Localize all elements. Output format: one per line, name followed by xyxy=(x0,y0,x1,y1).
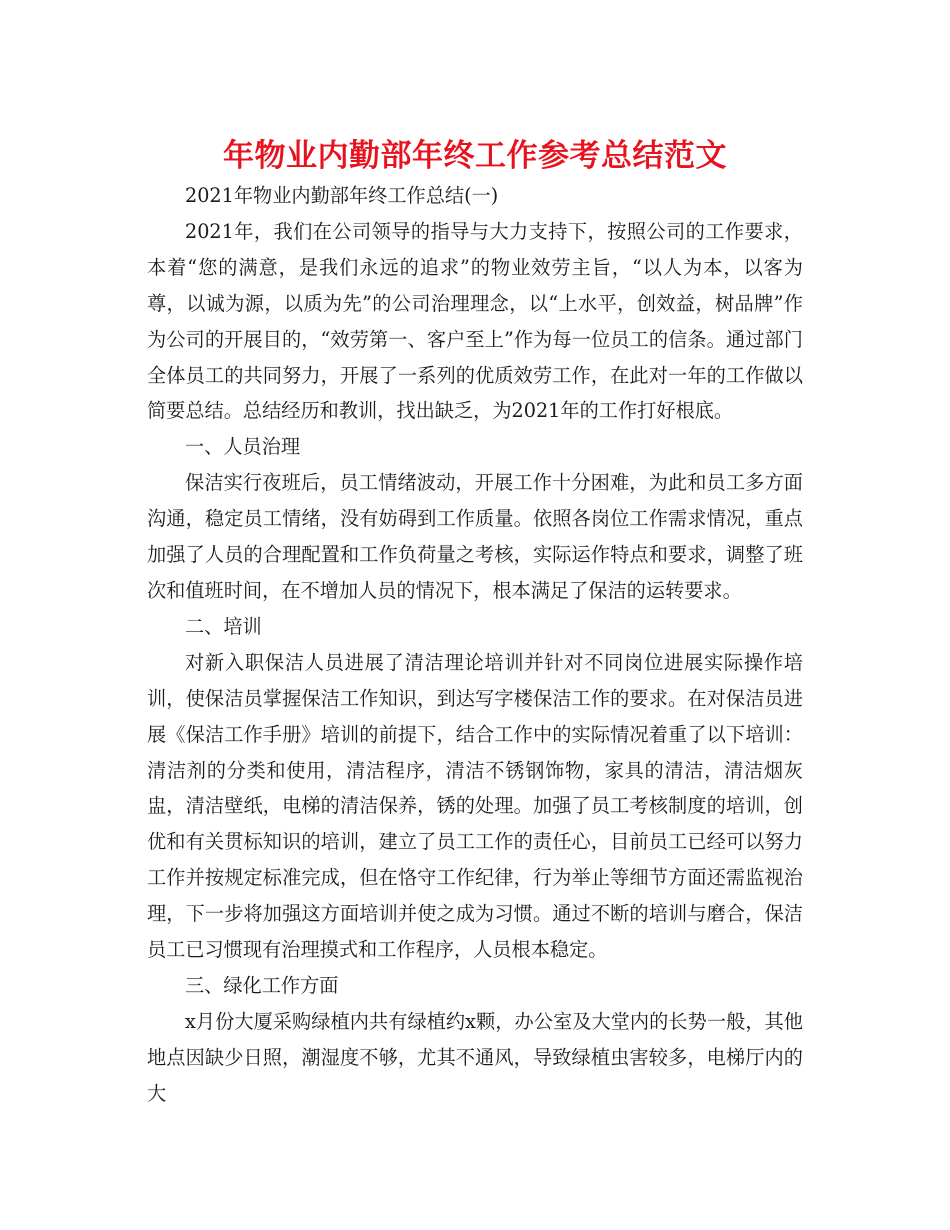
personnel-paragraph: 保洁实行夜班后，员工情绪波动，开展工作十分困难，为此和员工多方面沟通，稳定员工情绪，没有妨碍到工作质量。依照各岗位工作需求情况，重点加强了人员的合理配置和工作负荷量之考核，实际运作特点和要求，调整了班次和值班时间，在不增加人员的情况下，根本满足了保洁的运转要求。 xyxy=(147,471,803,602)
subtitle-paragraph: 2021年物业内勤部年终工作总结(一) xyxy=(185,184,499,207)
document-title: 年物业内勤部年终工作参考总结范文 xyxy=(223,138,727,174)
intro-paragraph: 2021年，我们在公司领导的指导与大力支持下，按照公司的工作要求，本着“您的满意，是我们永远的追求”的物业效劳主旨，“以人为本，以客为尊，以诚为源，以质为先”的公司治理理念，以“上水平，创效益，树品牌”作为公司的开展目的，“效劳第一、客户至上”作为每一位员工的信条。通过部门全体员工的共同努力，开展了一系列的优质效劳工作，在此对一年的工作做以简要总结。总结经历和教训，找出缺乏，为2021年的工作打好根底。 xyxy=(147,219,803,423)
section-heading-personnel: 一、人员治理 xyxy=(185,435,301,459)
training-paragraph: 对新入职保洁人员进展了清洁理论培训并针对不同岗位进展实际操作培训，使保洁员掌握保洁工作知识，到达写字楼保洁工作的要求。在对保洁员进展《保洁工作手册》培训的前提下，结合工作中的实际情况着重了以下培训：清洁剂的分类和使用，清洁程序，清洁不锈钢饰物，家具的清洁，清洁烟灰盅，清洁壁纸，电梯的清洁保养，锈的处理。加强了员工考核制度的培训，创优和有关贯标知识的培训，建立了员工工作的责任心，目前员工已经可以努力工作并按规定标准完成，但在恪守工作纪律，行为举止等细节方面还需监视治理，下一步将加强这方面培训并使之成为习惯。通过不断的培训与磨合，保洁员工已习惯现有治理摸式和工作程序，人员根本稳定。 xyxy=(147,650,803,962)
section-heading-greening: 三、绿化工作方面 xyxy=(185,973,339,997)
greening-paragraph: x月份大厦采购绿植内共有绿植约x颗，办公室及大堂内的长势一般，其他地点因缺少日照，潮湿度不够，尤其不通风，导致绿植虫害较多，电梯厅内的大 xyxy=(147,1009,803,1105)
document-body xyxy=(147,178,803,1112)
section-heading-training: 二、培训 xyxy=(185,614,262,638)
